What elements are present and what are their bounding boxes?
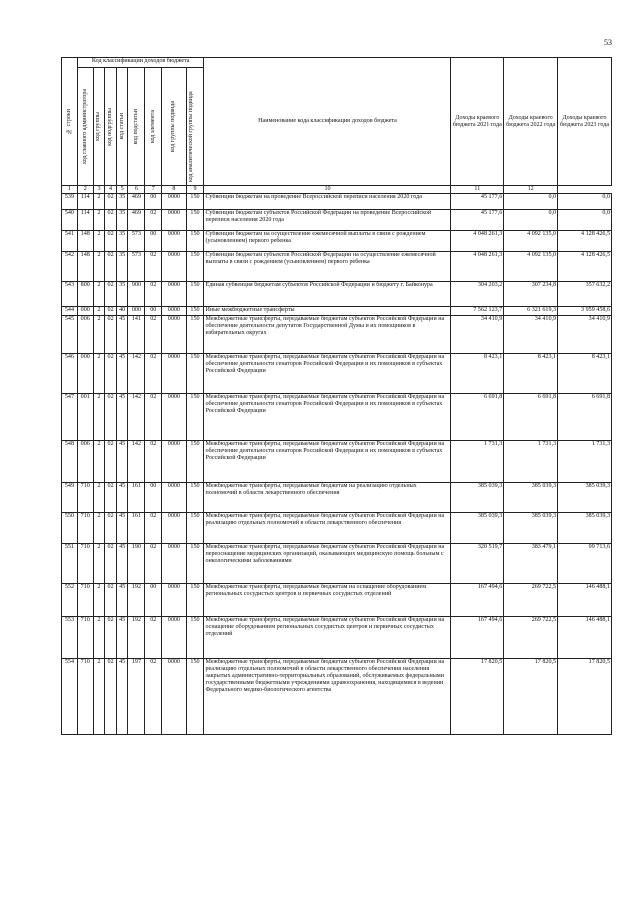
line-number-cell: 554	[62, 659, 78, 735]
column-number: 3	[93, 186, 105, 194]
analytic-group-code-cell: 150	[186, 210, 204, 231]
table-row	[62, 483, 612, 513]
element-code-cell: 02	[145, 394, 162, 441]
revenue-2023-cell: 8 423,1	[558, 354, 612, 394]
subarticle-code-cell: 141	[128, 316, 145, 354]
revenue-2022-cell: 8 423,1	[504, 354, 558, 394]
subarticle-code-cell: 142	[128, 354, 145, 394]
subtype-group-code-cell: 0000	[162, 231, 186, 252]
table-row	[62, 617, 612, 659]
element-code-cell: 02	[145, 354, 162, 394]
revenue-2023-cell: 146 488,1	[558, 617, 612, 659]
table-row	[62, 252, 612, 282]
group-code-cell: 2	[93, 231, 105, 252]
group-code-cell: 2	[93, 307, 105, 316]
admin-code-cell: 001	[77, 394, 93, 441]
code-col-header: код группы	[93, 68, 105, 186]
column-number: 12	[504, 186, 558, 194]
element-code-cell: 02	[145, 210, 162, 231]
subtype-group-code-cell: 0000	[162, 394, 186, 441]
admin-code-cell: 710	[77, 659, 93, 735]
group-code-cell: 2	[93, 483, 105, 513]
article-code-cell: 45	[116, 544, 128, 584]
line-number-cell: 539	[62, 194, 78, 210]
subtype-group-code-cell: 0000	[162, 584, 186, 617]
column-number: 8	[162, 186, 186, 194]
subgroup-code-cell: 02	[105, 194, 117, 210]
group-code-cell: 2	[93, 584, 105, 617]
revenue-name-cell: Межбюджетные трансферты, передаваемые бюджетам субъектов Российской Федерации на оснащение оборудованием региональных сосудистых центров и первичных сосудистых отделений	[204, 617, 451, 659]
revenue-2022-cell: 269 722,5	[504, 584, 558, 617]
subgroup-code-cell: 02	[105, 282, 117, 307]
line-number-cell: 546	[62, 354, 78, 394]
revenue-2021-cell: 1 731,3	[451, 441, 504, 483]
revenue-2022-cell: 383 479,1	[504, 544, 558, 584]
revenue-2023-cell: 146 488,1	[558, 584, 612, 617]
element-code-cell: 00	[145, 194, 162, 210]
subarticle-code-cell: 161	[128, 513, 145, 544]
revenue-2021-cell: 7 562 123,7	[451, 307, 504, 316]
table-body	[62, 194, 612, 735]
name-header: Наименование кода классификации доходов бюджета	[204, 58, 451, 186]
revenue-name-cell: Межбюджетные трансферты, передаваемые бюджетам субъектов Российской Федерации на обеспечение деятельности сенаторов Российской Федерации и их помощников в субъектах Российской Федерации	[204, 354, 451, 394]
analytic-group-code-cell: 150	[186, 617, 204, 659]
admin-code-cell: 710	[77, 617, 93, 659]
group-code-cell: 2	[93, 513, 105, 544]
table-row	[62, 316, 612, 354]
subarticle-code-cell: 190	[128, 544, 145, 584]
subgroup-code-cell: 02	[105, 231, 117, 252]
subtype-group-code-cell: 0000	[162, 307, 186, 316]
revenue-2022-cell: 6 321 619,3	[504, 307, 558, 316]
line-number-cell: 540	[62, 210, 78, 231]
revenue-2023-cell: 17 820,5	[558, 659, 612, 735]
analytic-group-code-cell: 150	[186, 307, 204, 316]
revenue-2022-cell: 385 039,3	[504, 513, 558, 544]
revenue-2021-cell: 167 494,6	[451, 617, 504, 659]
table-row	[62, 394, 612, 441]
revenue-name-cell: Иные межбюджетные трансферты	[204, 307, 451, 316]
revenue-2021-cell: 8 423,1	[451, 354, 504, 394]
admin-code-cell: 006	[77, 316, 93, 354]
revenue-2022-cell: 269 722,5	[504, 617, 558, 659]
table-row	[62, 584, 612, 617]
column-number-row	[62, 186, 612, 194]
article-code-cell: 35	[116, 210, 128, 231]
analytic-group-code-cell: 150	[186, 483, 204, 513]
revenue-2021-cell: 45 177,6	[451, 194, 504, 210]
analytic-group-code-cell: 150	[186, 441, 204, 483]
subgroup-code-cell: 02	[105, 584, 117, 617]
column-number: 6	[128, 186, 145, 194]
subtype-group-code-cell: 0000	[162, 617, 186, 659]
line-number-cell: 542	[62, 252, 78, 282]
element-code-cell: 00	[145, 584, 162, 617]
revenue-name-cell: Межбюджетные трансферты, передаваемые бюджетам на реализацию отдельных полномочий в области лекарственного обеспечения	[204, 483, 451, 513]
subarticle-code-cell: 469	[128, 194, 145, 210]
subgroup-code-cell: 02	[105, 617, 117, 659]
revenue-2023-cell: 357 632,2	[558, 282, 612, 307]
revenue-2021-cell: 17 820,5	[451, 659, 504, 735]
admin-code-cell: 148	[77, 231, 93, 252]
article-code-cell: 45	[116, 513, 128, 544]
code-col-header: код группы подвида	[162, 68, 186, 186]
column-number: 5	[116, 186, 128, 194]
column-number: 1	[62, 186, 78, 194]
analytic-group-code-cell: 150	[186, 394, 204, 441]
admin-code-cell: 710	[77, 544, 93, 584]
admin-code-cell: 000	[77, 307, 93, 316]
table-row	[62, 513, 612, 544]
subarticle-code-cell: 469	[128, 210, 145, 231]
group-code-cell: 2	[93, 394, 105, 441]
line-number-cell: 552	[62, 584, 78, 617]
line-number-cell: 549	[62, 483, 78, 513]
element-code-cell: 02	[145, 544, 162, 584]
subtype-group-code-cell: 0000	[162, 316, 186, 354]
article-code-cell: 40	[116, 307, 128, 316]
subtype-group-code-cell: 0000	[162, 544, 186, 584]
revenue-2022-cell: 307 234,8	[504, 282, 558, 307]
line-number-cell: 548	[62, 441, 78, 483]
line-number-cell: 553	[62, 617, 78, 659]
revenue-2023-cell: 34 410,9	[558, 316, 612, 354]
column-number: 11	[451, 186, 504, 194]
element-code-cell: 02	[145, 441, 162, 483]
subarticle-code-cell: 192	[128, 617, 145, 659]
revenue-2021-cell: 385 039,3	[451, 513, 504, 544]
element-code-cell: 02	[145, 617, 162, 659]
element-code-cell: 00	[145, 483, 162, 513]
table-row	[62, 231, 612, 252]
group-code-cell: 2	[93, 354, 105, 394]
line-number-cell: 541	[62, 231, 78, 252]
revenue-2023-cell: 385 039,3	[558, 513, 612, 544]
admin-code-cell: 114	[77, 194, 93, 210]
subgroup-code-cell: 02	[105, 394, 117, 441]
revenue-2023-header: Доходы краевого бюджета 2023 года	[558, 58, 612, 186]
revenue-2021-cell: 4 048 261,3	[451, 231, 504, 252]
subarticle-code-cell: 192	[128, 584, 145, 617]
revenue-2023-cell: 6 691,8	[558, 394, 612, 441]
subgroup-code-cell: 02	[105, 316, 117, 354]
revenue-2021-cell: 385 039,3	[451, 483, 504, 513]
subtype-group-code-cell: 0000	[162, 441, 186, 483]
subarticle-code-cell: 900	[128, 282, 145, 307]
element-code-cell: 02	[145, 252, 162, 282]
article-code-cell: 45	[116, 316, 128, 354]
column-number: 9	[186, 186, 204, 194]
revenue-name-cell: Межбюджетные трансферты, передаваемые бюджетам на оснащение оборудованием региональных сосудистых центров и первичных сосудистых отделений	[204, 584, 451, 617]
table-row	[62, 544, 612, 584]
article-code-cell: 35	[116, 231, 128, 252]
revenue-2023-cell: 1 731,3	[558, 441, 612, 483]
subarticle-code-cell: 573	[128, 252, 145, 282]
subgroup-code-cell: 02	[105, 513, 117, 544]
group-code-cell: 2	[93, 544, 105, 584]
article-code-cell: 45	[116, 617, 128, 659]
revenue-name-cell: Межбюджетные трансферты, передаваемые бюджетам субъектов Российской Федерации на реализацию отдельных полномочий в области лекарственного обеспечения населения закрытых административно-территориальных образований, обслуживаемых федеральными государственными бюджетными учреждениями здравоохранения, находящимися в ведении Федерального медико-биологического агентства	[204, 659, 451, 735]
article-code-cell: 45	[116, 659, 128, 735]
element-code-cell: 02	[145, 659, 162, 735]
revenue-2022-cell: 6 691,8	[504, 394, 558, 441]
revenue-2021-cell: 45 177,6	[451, 210, 504, 231]
analytic-group-code-cell: 150	[186, 354, 204, 394]
admin-code-cell: 710	[77, 584, 93, 617]
revenue-2022-cell: 1 731,3	[504, 441, 558, 483]
revenue-2021-cell: 304 203,2	[451, 282, 504, 307]
revenue-2021-cell: 4 048 261,3	[451, 252, 504, 282]
group-code-cell: 2	[93, 441, 105, 483]
group-code-cell: 2	[93, 194, 105, 210]
code-col-header: код подстатьи	[128, 68, 145, 186]
admin-code-cell: 710	[77, 483, 93, 513]
article-code-cell: 45	[116, 584, 128, 617]
subarticle-code-cell: 573	[128, 231, 145, 252]
subgroup-code-cell: 02	[105, 483, 117, 513]
revenue-2022-cell: 4 092 135,0	[504, 252, 558, 282]
subtype-group-code-cell: 0000	[162, 513, 186, 544]
revenue-2021-cell: 6 691,8	[451, 394, 504, 441]
analytic-group-code-cell: 150	[186, 584, 204, 617]
subtype-group-code-cell: 0000	[162, 194, 186, 210]
revenue-2022-cell: 0,0	[504, 194, 558, 210]
code-col-header: код статьи	[116, 68, 128, 186]
subgroup-code-cell: 02	[105, 354, 117, 394]
analytic-group-code-cell: 150	[186, 659, 204, 735]
group-code-cell: 2	[93, 316, 105, 354]
line-number-cell: 545	[62, 316, 78, 354]
revenue-2023-cell: 4 128 426,5	[558, 231, 612, 252]
group-code-cell: 2	[93, 617, 105, 659]
article-code-cell: 35	[116, 252, 128, 282]
element-code-cell: 02	[145, 282, 162, 307]
revenue-2021-cell: 320 519,7	[451, 544, 504, 584]
element-code-cell: 02	[145, 316, 162, 354]
table-row	[62, 441, 612, 483]
revenue-name-cell: Межбюджетные трансферты, передаваемые бюджетам субъектов Российской Федерации на обеспечение деятельности депутатов Государственной Думы и их помощников в избирательных округах	[204, 316, 451, 354]
page-number: 53	[604, 38, 612, 47]
analytic-group-code-cell: 150	[186, 282, 204, 307]
subarticle-code-cell: 197	[128, 659, 145, 735]
table-row	[62, 210, 612, 231]
line-number-cell: 547	[62, 394, 78, 441]
column-number: 4	[105, 186, 117, 194]
subtype-group-code-cell: 0000	[162, 354, 186, 394]
revenue-2021-cell: 167 494,6	[451, 584, 504, 617]
line-number-cell: 550	[62, 513, 78, 544]
revenue-name-cell: Субвенции бюджетам субъектов Российской Федерации на осуществление ежемесячной выплаты в связи с рождением (усыновлением) первого ребенка	[204, 252, 451, 282]
admin-code-cell: 800	[77, 282, 93, 307]
element-code-cell: 00	[145, 231, 162, 252]
analytic-group-code-cell: 150	[186, 194, 204, 210]
subgroup-code-cell: 02	[105, 252, 117, 282]
analytic-group-code-cell: 150	[186, 252, 204, 282]
element-code-cell: 02	[145, 513, 162, 544]
article-code-cell: 45	[116, 483, 128, 513]
revenue-name-cell: Единая субвенция бюджетам субъектов Российской Федерации и бюджету г. Байконура	[204, 282, 451, 307]
revenue-2023-cell: 4 128 426,5	[558, 252, 612, 282]
subtype-group-code-cell: 0000	[162, 483, 186, 513]
article-code-cell: 45	[116, 394, 128, 441]
analytic-group-code-cell: 150	[186, 316, 204, 354]
revenue-name-cell: Субвенции бюджетам субъектов Российской Федерации на проведение Всероссийской переписи населения 2020 года	[204, 210, 451, 231]
subgroup-code-cell: 02	[105, 210, 117, 231]
article-code-cell: 35	[116, 194, 128, 210]
admin-code-cell: 000	[77, 354, 93, 394]
subgroup-code-cell: 02	[105, 441, 117, 483]
table-row	[62, 194, 612, 210]
revenue-2022-header: Доходы краевого бюджета 2022 года	[504, 58, 558, 186]
line-number-cell: 544	[62, 307, 78, 316]
revenue-2023-cell: 0,0	[558, 194, 612, 210]
revenue-2022-cell: 4 092 135,0	[504, 231, 558, 252]
revenue-2022-cell: 17 820,5	[504, 659, 558, 735]
revenue-name-cell: Межбюджетные трансферты, передаваемые бюджетам субъектов Российской Федерации на переоснащение медицинских организаций, оказывающих медицинскую помощь больным с онкологическими заболеваниями	[204, 544, 451, 584]
table-row	[62, 307, 612, 316]
admin-code-cell: 148	[77, 252, 93, 282]
analytic-group-code-cell: 150	[186, 513, 204, 544]
revenue-2021-header: Доходы краевого бюджета 2021 года	[451, 58, 504, 186]
column-number: 10	[204, 186, 451, 194]
revenue-2022-cell: 385 039,3	[504, 483, 558, 513]
revenue-name-cell: Межбюджетные трансферты, передаваемые бюджетам субъектов Российской Федерации на обеспечение деятельности сенаторов Российской Федерации и их помощников в субъектах Российской Федерации	[204, 441, 451, 483]
subarticle-code-cell: 000	[128, 307, 145, 316]
admin-code-cell: 114	[77, 210, 93, 231]
subarticle-code-cell: 142	[128, 394, 145, 441]
line-number-header: № строки	[62, 58, 78, 186]
article-code-cell: 35	[116, 282, 128, 307]
line-number-cell: 543	[62, 282, 78, 307]
subarticle-code-cell: 142	[128, 441, 145, 483]
subtype-group-code-cell: 0000	[162, 210, 186, 231]
analytic-group-code-cell: 150	[186, 544, 204, 584]
budget-revenue-table	[61, 57, 612, 735]
revenue-name-cell: Субвенции бюджетам на проведение Всероссийской переписи населения 2020 года	[204, 194, 451, 210]
code-col-header: код подгруппы	[105, 68, 117, 186]
subgroup-code-cell: 02	[105, 659, 117, 735]
revenue-name-cell: Субвенции бюджетам на осуществление ежемесячной выплаты в связи с рождением (усыновлением) первого ребенка	[204, 231, 451, 252]
admin-code-cell: 710	[77, 513, 93, 544]
article-code-cell: 45	[116, 354, 128, 394]
subtype-group-code-cell: 0000	[162, 282, 186, 307]
code-col-header: код аналитической группы подвида	[186, 68, 204, 186]
column-number: 7	[145, 186, 162, 194]
revenue-2023-cell: 99 713,6	[558, 544, 612, 584]
admin-code-cell: 006	[77, 441, 93, 483]
table-row	[62, 282, 612, 307]
revenue-name-cell: Межбюджетные трансферты, передаваемые бюджетам субъектов Российской Федерации на реализацию отдельных полномочий в области лекарственного обеспечения	[204, 513, 451, 544]
article-code-cell: 45	[116, 441, 128, 483]
code-col-header: код элемента	[145, 68, 162, 186]
group-code-cell: 2	[93, 659, 105, 735]
group-code-cell: 2	[93, 252, 105, 282]
revenue-2023-cell: 0,0	[558, 210, 612, 231]
group-code-cell: 2	[93, 282, 105, 307]
revenue-name-cell: Межбюджетные трансферты, передаваемые бюджетам субъектов Российской Федерации на обеспечение деятельности сенаторов Российской Федерации и их помощников в субъектах Российской Федерации	[204, 394, 451, 441]
subarticle-code-cell: 161	[128, 483, 145, 513]
code-group-header: Код классификации доходов бюджета	[77, 58, 204, 68]
table-row	[62, 354, 612, 394]
revenue-2023-cell: 3 959 458,6	[558, 307, 612, 316]
revenue-2023-cell: 385 039,3	[558, 483, 612, 513]
line-number-cell: 551	[62, 544, 78, 584]
subgroup-code-cell: 02	[105, 307, 117, 316]
analytic-group-code-cell: 150	[186, 231, 204, 252]
code-col-header: код главного администратора	[77, 68, 93, 186]
subtype-group-code-cell: 0000	[162, 252, 186, 282]
revenue-2021-cell: 34 410,9	[451, 316, 504, 354]
element-code-cell: 00	[145, 307, 162, 316]
group-code-cell: 2	[93, 210, 105, 231]
revenue-2022-cell: 0,0	[504, 210, 558, 231]
subgroup-code-cell: 02	[105, 544, 117, 584]
revenue-2022-cell: 34 410,9	[504, 316, 558, 354]
table-row	[62, 659, 612, 735]
column-number: 2	[77, 186, 93, 194]
subtype-group-code-cell: 0000	[162, 659, 186, 735]
